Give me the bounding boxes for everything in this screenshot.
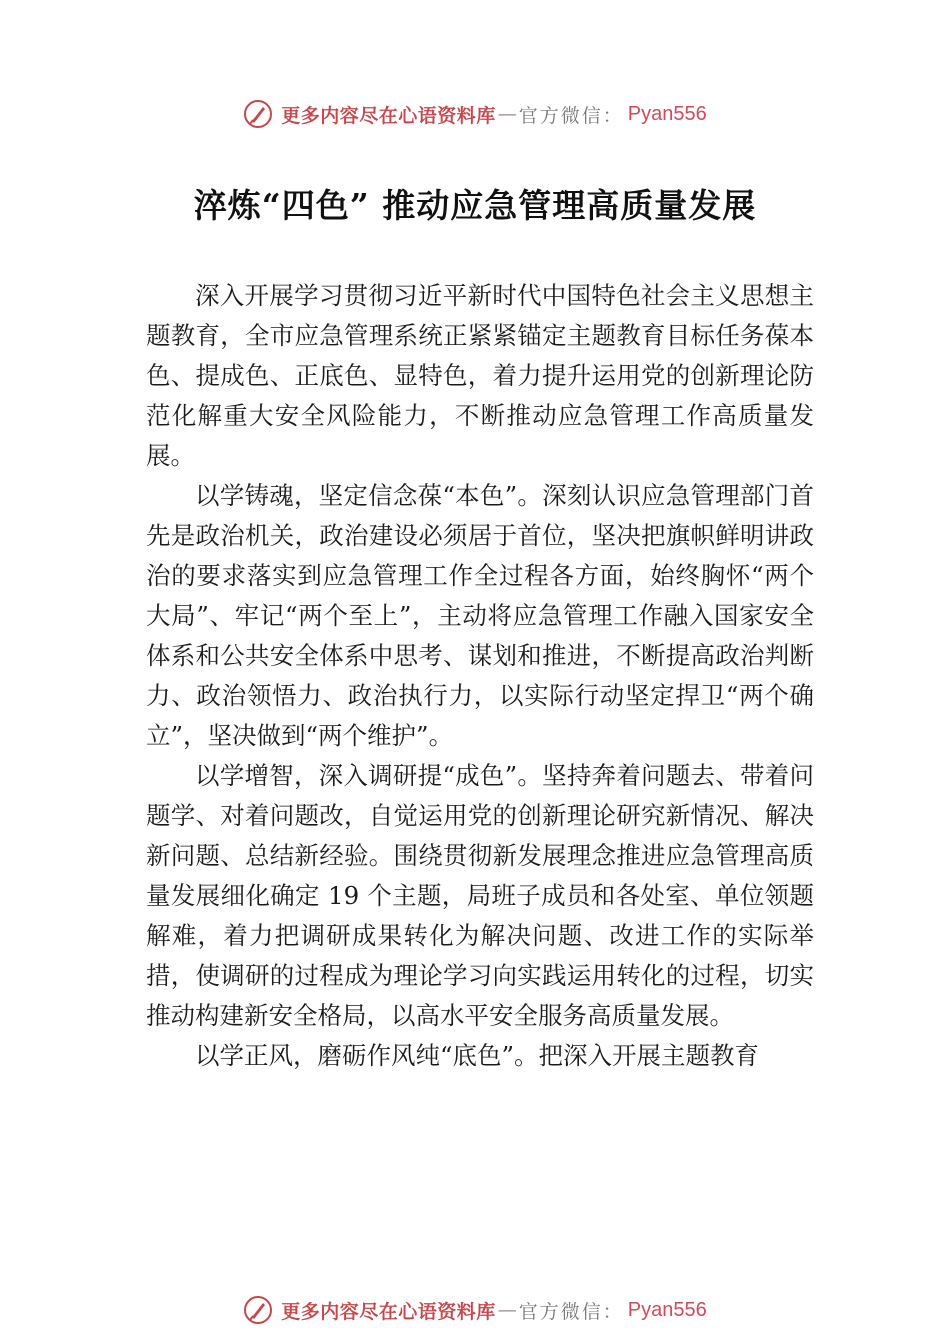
quill-logo-icon [243,99,273,129]
banner-dash: — [497,103,517,125]
footer-official-label: 官方微信： [518,1300,624,1323]
document-title: 淬炼“四色” 推动应急管理高质量发展 [193,186,757,225]
footer-brand-text: 更多内容尽在心语资料库 [281,1300,496,1323]
document-body [146,276,814,1076]
banner-wechat-id: Pyan556 [627,102,707,125]
footer-dash: — [497,1299,517,1321]
banner-brand-text: 更多内容尽在心语资料库 [281,104,496,127]
footer-wechat-id: Pyan556 [627,1298,707,1321]
paragraph-benshe: 以学铸魂，坚定信念葆“本色”。深刻认识应急管理部门首先是政治机关，政治建设必须居于首位，坚决把旗帜鲜明讲政治的要求落实到应急管理工作全过程各方面，始终胸怀“两个大局”、牢记“两个至上”，主动将应急管理工作融入国家安全体系和公共安全体系中思考、谋划和推进，不断提高政治判断力、政治领悟力、政治执行力，以实际行动坚定捍卫“两个确立”，坚决做到“两个维护”。 [146,481,814,750]
banner-official-label: 官方微信： [518,104,624,127]
header-banner [0,94,950,134]
paragraph-chengse: 以学增智，深入调研提“成色”。坚持奔着问题去、带着问题学、对着问题改，自觉运用党的创新理论研究新情况、解决新问题、总结新经验。围绕贯彻新发展理念推进应急管理高质量发展细化确定 19 个主题，局班子成员和各处室、单位领题解难，着力把调研成果转化为解决问题、改进工作的实际举措，使调研的过程成为理论学习向实践运用转化的过程，切实推动构建新安全格局，以高水平安全服务高质量发展。 [146,761,814,1030]
quill-logo-icon [243,1295,273,1325]
paragraph-dise: 以学正风，磨砺作风纯“底色”。把深入开展主题教育 [195,1041,760,1070]
paragraph-intro: 深入开展学习贯彻习近平新时代中国特色社会主义思想主题教育，全市应急管理系统正紧紧锚定主题教育目标任务葆本色、提成色、正底色、显特色，着力提升运用党的创新理论防范化解重大安全风险能力，不断推动应急管理工作高质量发展。 [146,281,814,470]
footer-banner [0,1290,950,1330]
